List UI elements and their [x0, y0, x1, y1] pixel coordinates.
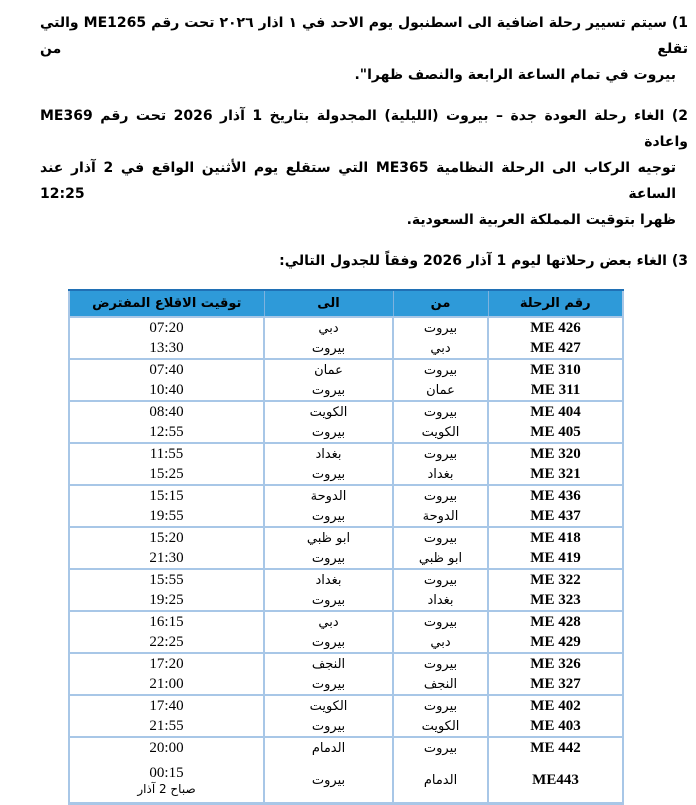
departure-time: 00:15 — [149, 764, 184, 781]
from-cell: بيروت — [393, 653, 488, 674]
table-row — [69, 380, 623, 401]
table-row — [69, 317, 623, 338]
table-row — [69, 758, 623, 804]
to-cell: الكويت — [264, 695, 393, 716]
departure-time-cell: 21:00 — [69, 674, 264, 695]
table-row — [69, 590, 623, 611]
to-cell: بيروت — [264, 590, 393, 611]
table-row — [69, 338, 623, 359]
departure-time-cell — [69, 758, 264, 804]
flight-number-cell: ME443 — [488, 758, 623, 804]
paragraph-2 — [40, 103, 688, 233]
departure-time-cell: 15:25 — [69, 464, 264, 485]
flight-number-cell: ME 428 — [488, 611, 623, 632]
flight-number-cell: ME 321 — [488, 464, 623, 485]
flight-table-wrap — [40, 289, 624, 805]
flight-number-cell: ME 320 — [488, 443, 623, 464]
from-cell: الدوحة — [393, 506, 488, 527]
to-cell: بيروت — [264, 422, 393, 443]
from-cell: دبي — [393, 338, 488, 359]
from-cell: دبي — [393, 632, 488, 653]
table-row — [69, 485, 623, 506]
table-row — [69, 548, 623, 569]
to-cell: بيروت — [264, 758, 393, 804]
departure-time-cell: 08:40 — [69, 401, 264, 422]
from-cell: بيروت — [393, 317, 488, 338]
from-cell: بيروت — [393, 527, 488, 548]
column-header: الى — [264, 290, 393, 317]
flight-number-cell: ME 311 — [488, 380, 623, 401]
from-cell: بيروت — [393, 569, 488, 590]
to-cell: بيروت — [264, 380, 393, 401]
table-row — [69, 506, 623, 527]
from-cell: الكويت — [393, 716, 488, 737]
to-cell: عمان — [264, 359, 393, 380]
column-header: توقيت الاقلاع المفترض — [69, 290, 264, 317]
table-row — [69, 359, 623, 380]
from-cell: بيروت — [393, 695, 488, 716]
flight-number-cell: ME 310 — [488, 359, 623, 380]
to-cell: بيروت — [264, 632, 393, 653]
table-row — [69, 611, 623, 632]
from-cell: الدمام — [393, 758, 488, 804]
table-row — [69, 569, 623, 590]
flight-number-cell: ME 323 — [488, 590, 623, 611]
flight-cancellation-table — [68, 289, 624, 805]
paragraph-line: بيروت في تمام الساعة الرابعة والنصف ظهرا". — [354, 67, 676, 83]
table-row — [69, 401, 623, 422]
paragraph-1 — [40, 10, 688, 88]
paragraph-line: 2) الغاء رحلة العودة جدة – بيروت (الليلية) المجدولة بتاريخ 1 آذار 2026 تحت رقم ME369 واعادة — [40, 108, 688, 150]
departure-time-cell: 17:20 — [69, 653, 264, 674]
table-row — [69, 737, 623, 758]
table-row — [69, 527, 623, 548]
to-cell: الدمام — [264, 737, 393, 758]
to-cell: بيروت — [264, 464, 393, 485]
departure-time-cell: 21:55 — [69, 716, 264, 737]
to-cell: بيروت — [264, 548, 393, 569]
departure-time-cell: 12:55 — [69, 422, 264, 443]
table-row — [69, 443, 623, 464]
flight-number-cell: ME 327 — [488, 674, 623, 695]
flight-number-cell: ME 418 — [488, 527, 623, 548]
paragraph-line: 3) الغاء بعض رحلاتها ليوم 1 آذار 2026 وفقاً للجدول التالي: — [279, 253, 688, 269]
to-cell: ابو ظبي — [264, 527, 393, 548]
from-cell: الكويت — [393, 422, 488, 443]
to-cell: النجف — [264, 653, 393, 674]
departure-time-cell: 17:40 — [69, 695, 264, 716]
from-cell: بيروت — [393, 611, 488, 632]
paragraph-3 — [40, 248, 688, 274]
to-cell: الدوحة — [264, 485, 393, 506]
departure-time-cell: 22:25 — [69, 632, 264, 653]
to-cell: دبي — [264, 611, 393, 632]
flight-number-cell: ME 402 — [488, 695, 623, 716]
paragraph-line: 1) سيتم تسيير رحلة اضافية الى اسطنبول يوم الاحد في ١ اذار ٢٠٢٦ تحت رقم ME1265 والتي تقلع من — [40, 15, 688, 57]
flight-number-cell: ME 404 — [488, 401, 623, 422]
flight-number-cell: ME 405 — [488, 422, 623, 443]
flight-number-cell: ME 403 — [488, 716, 623, 737]
flight-number-cell: ME 437 — [488, 506, 623, 527]
paragraph-line: ظهرا بتوقيت المملكة العربية السعودية. — [406, 212, 676, 228]
column-header: رقم الرحلة — [488, 290, 623, 317]
to-cell: بغداد — [264, 443, 393, 464]
flight-number-cell: ME 426 — [488, 317, 623, 338]
from-cell: بيروت — [393, 401, 488, 422]
table-row — [69, 632, 623, 653]
from-cell: بيروت — [393, 359, 488, 380]
flight-number-cell: ME 419 — [488, 548, 623, 569]
table-row — [69, 653, 623, 674]
to-cell: بيروت — [264, 506, 393, 527]
departure-time-cell: 19:55 — [69, 506, 264, 527]
departure-time-cell: 07:20 — [69, 317, 264, 338]
departure-time-cell: 10:40 — [69, 380, 264, 401]
flight-number-cell: ME 322 — [488, 569, 623, 590]
to-cell: بيروت — [264, 716, 393, 737]
to-cell: بيروت — [264, 674, 393, 695]
flight-number-cell: ME 326 — [488, 653, 623, 674]
departure-time-cell: 15:20 — [69, 527, 264, 548]
from-cell: ابو ظبي — [393, 548, 488, 569]
departure-time-cell: 15:55 — [69, 569, 264, 590]
column-header: من — [393, 290, 488, 317]
from-cell: بيروت — [393, 443, 488, 464]
to-cell: الكويت — [264, 401, 393, 422]
from-cell: بغداد — [393, 590, 488, 611]
table-row — [69, 674, 623, 695]
departure-time-cell: 20:00 — [69, 737, 264, 758]
to-cell: دبي — [264, 317, 393, 338]
departure-time-note: صباح 2 آذار — [137, 781, 196, 796]
departure-time-cell: 13:30 — [69, 338, 264, 359]
from-cell: بيروت — [393, 485, 488, 506]
to-cell: بغداد — [264, 569, 393, 590]
departure-time-cell: 11:55 — [69, 443, 264, 464]
departure-time-cell: 07:40 — [69, 359, 264, 380]
flight-number-cell: ME 436 — [488, 485, 623, 506]
table-row — [69, 464, 623, 485]
departure-time-cell: 19:25 — [69, 590, 264, 611]
departure-time-cell: 15:15 — [69, 485, 264, 506]
flight-number-cell: ME 427 — [488, 338, 623, 359]
to-cell: بيروت — [264, 338, 393, 359]
from-cell: بغداد — [393, 464, 488, 485]
from-cell: عمان — [393, 380, 488, 401]
departure-time-cell: 16:15 — [69, 611, 264, 632]
table-row — [69, 716, 623, 737]
departure-time-cell: 21:30 — [69, 548, 264, 569]
table-header-row — [69, 290, 623, 317]
flight-table-body — [69, 317, 623, 804]
table-row — [69, 695, 623, 716]
from-cell: النجف — [393, 674, 488, 695]
paragraph-line: توجيه الركاب الى الرحلة النظامية ME365 التي ستقلع يوم الأثنين الواقع في 2 آذار عند الساعة 12:25 — [40, 160, 677, 202]
flight-number-cell: ME 429 — [488, 632, 623, 653]
from-cell: بيروت — [393, 737, 488, 758]
flight-number-cell: ME 442 — [488, 737, 623, 758]
table-row — [69, 422, 623, 443]
